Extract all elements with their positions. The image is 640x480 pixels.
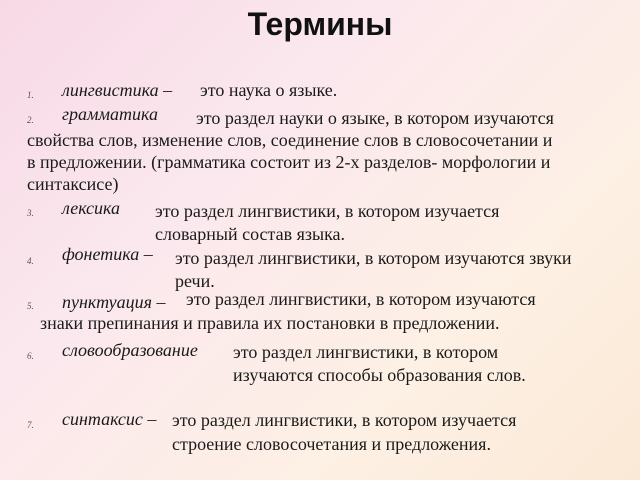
- definition-line: изучаются способы образования слов.: [233, 365, 526, 385]
- definition-line: в предложении. (грамматика состоит из 2-х разделов- морфологии и: [27, 152, 551, 172]
- definition-line: строение словосочетания и предложения.: [172, 434, 491, 454]
- definition-line: словарный состав языка.: [155, 224, 346, 244]
- item-number: 4.: [27, 256, 34, 266]
- item-number: 3.: [27, 208, 34, 218]
- definition-line: это раздел лингвистики, в котором изучается: [172, 410, 517, 430]
- definition-line: это раздел лингвистики, в котором изучается: [155, 201, 500, 221]
- definition-line: это раздел науки о языке, в котором изучаются: [196, 108, 554, 128]
- term-lingvistika: лингвистика –: [62, 80, 173, 100]
- item-number: 1.: [27, 90, 34, 100]
- term-punktuaciya: пунктуация –: [62, 292, 166, 312]
- page-title: Термины: [247, 6, 393, 42]
- definition-line: это наука о языке.: [200, 80, 338, 100]
- item-number: 2.: [27, 115, 34, 125]
- term-leksika: лексика: [62, 198, 120, 218]
- term-grammatika: грамматика: [62, 104, 158, 124]
- definition-line: знаки препинания и правила их постановки в предложении.: [40, 313, 500, 333]
- definition-line: это раздел лингвистики, в котором: [233, 342, 499, 362]
- definition-line: это раздел лингвистики, в котором изучаются: [186, 289, 536, 309]
- definition-line: это раздел лингвистики, в котором изучаются звуки: [175, 248, 572, 268]
- item-number: 6.: [27, 351, 34, 361]
- definition-line: синтаксисе): [27, 174, 119, 194]
- definition-line: свойства слов, изменение слов, соединение слов в словосочетании и: [27, 130, 553, 150]
- definition-line: речи.: [175, 271, 215, 291]
- term-sintaksis: синтаксис –: [62, 409, 157, 429]
- term-slovoobrazovanie: словообразование: [62, 340, 198, 360]
- item-number: 5.: [27, 301, 34, 311]
- item-number: 7.: [27, 420, 34, 430]
- term-fonetika: фонетика –: [62, 244, 153, 264]
